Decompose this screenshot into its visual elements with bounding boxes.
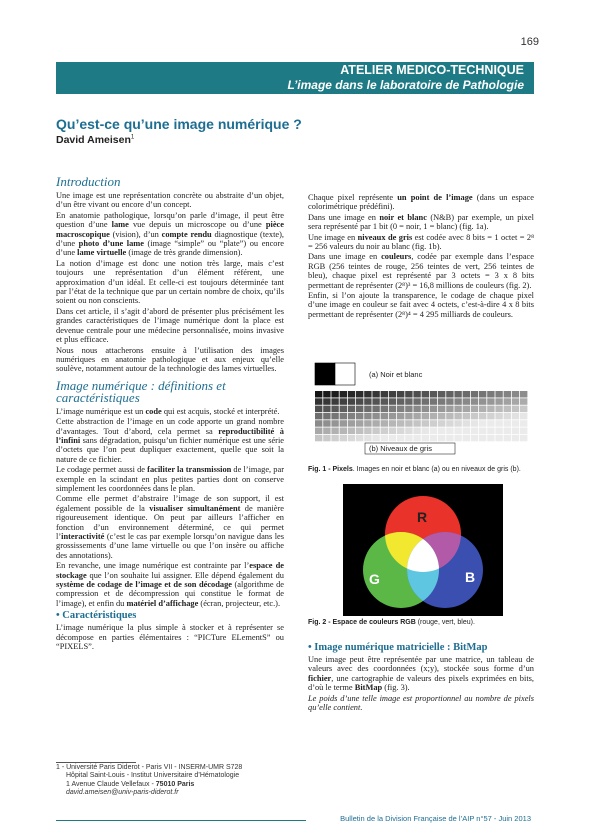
footnote-line: Hôpital Saint-Louis - Institut Universitaire d’Hématologie — [66, 772, 240, 780]
gray-pixel — [340, 398, 347, 405]
paragraph: Le codage permet aussi de faciliter la transmission de l’image, par exemple en la scindant en plus petites parties dont on conserve simplement les coordonnées dans le plan. — [56, 465, 284, 493]
gray-pixel — [495, 413, 502, 420]
page-number: 169 — [520, 36, 539, 48]
gray-pixel — [397, 406, 404, 413]
gray-pixel — [413, 413, 420, 420]
gray-pixel — [348, 391, 355, 398]
gray-pixel — [446, 435, 453, 442]
gray-pixel — [323, 413, 330, 420]
gray-pixel — [504, 420, 511, 427]
footnote-rule — [56, 762, 136, 763]
gray-pixel — [471, 398, 478, 405]
gray-pixel — [323, 398, 330, 405]
gray-pixel — [323, 435, 330, 442]
gray-pixel — [356, 413, 363, 420]
gray-pixel — [512, 406, 519, 413]
gray-pixel — [446, 420, 453, 427]
definitions-heading: Image numérique : définitions et caractéristiques — [56, 377, 226, 405]
gray-pixel — [454, 428, 461, 435]
gray-pixel — [381, 413, 388, 420]
paragraph: En revanche, une image numérique est contrainte par l’espace de stockage que l’on souhaite lui assigner. Elle dépend également du système de codage de l’image et de son décodage (algorithme de compression et de décompression qui constitue le format de l’image), et enfin du matériel d’affichage (écran, projecteur, etc.). — [56, 561, 284, 608]
figure-1-caption: Fig. 1 - Pixels. Images en noir et blanc (a) ou en niveaux de gris (b). — [308, 466, 521, 473]
gray-pixel — [471, 391, 478, 398]
label-b: B — [465, 569, 476, 585]
gray-pixel — [446, 413, 453, 420]
gray-pixel — [430, 413, 437, 420]
gray-pixel — [520, 428, 527, 435]
gray-pixel — [356, 428, 363, 435]
gray-pixel — [397, 413, 404, 420]
paragraph: Une image en niveaux de gris est codée avec 8 bits = 1 octet = 2⁸ = 256 valeurs du noir au blanc (fig. 1b). — [308, 232, 534, 252]
gray-pixel — [463, 435, 470, 442]
gray-pixel — [372, 428, 379, 435]
section-header-title: ATELIER MEDICO-TECHNIQUE — [340, 63, 524, 77]
gray-pixel — [479, 398, 486, 405]
gray-pixel — [471, 435, 478, 442]
gray-pixel — [487, 428, 494, 435]
gray-pixel — [356, 398, 363, 405]
paragraph: Dans une image en couleurs, codée par exemple dans l’espace RGB (256 teintes de rouge, 256 teintes de vert, 256 teintes de bleu), chaque pixel est représenté par 3 octets = 3 x 8 bits permettant de représenter (2⁸)³ = 16,8 millions de couleurs (fig. 2). — [308, 252, 534, 290]
gray-pixel — [405, 413, 412, 420]
gray-pixel — [504, 428, 511, 435]
gray-pixel — [372, 435, 379, 442]
gray-pixel — [381, 391, 388, 398]
bw-pixels — [315, 363, 355, 385]
gray-pixel — [413, 428, 420, 435]
right-column — [308, 193, 534, 320]
gray-pixel — [372, 391, 379, 398]
gray-pixel — [389, 435, 396, 442]
gray-pixel — [422, 420, 429, 427]
footer-rule — [56, 820, 306, 821]
gray-pixel — [487, 406, 494, 413]
gray-pixel — [446, 398, 453, 405]
gray-pixel — [405, 398, 412, 405]
gray-pixel — [372, 420, 379, 427]
gray-pixel — [356, 406, 363, 413]
gray-pixel — [512, 398, 519, 405]
gray-pixel — [364, 391, 371, 398]
gray-pixel — [315, 406, 322, 413]
gray-pixel — [487, 420, 494, 427]
grayscale-label-box — [365, 443, 455, 454]
gray-pixel — [331, 435, 338, 442]
gray-pixel — [438, 428, 445, 435]
gray-pixel — [372, 413, 379, 420]
paragraph: Enfin, si l’on ajoute la transparence, le codage de chaque pixel d’une image en couleur se fait avec 4 octets, c’est-à-dire 4 x 8 bits permettant de représenter (2⁸)⁴ = 4 295 milliards de couleurs. — [308, 291, 534, 319]
paragraph: Le poids d’une telle image est proportionnel au nombre de pixels qu’elle contient. — [308, 693, 534, 713]
gray-pixel — [479, 406, 486, 413]
gray-pixel — [331, 413, 338, 420]
gray-pixel — [438, 420, 445, 427]
gray-pixel — [463, 398, 470, 405]
gray-pixel — [422, 413, 429, 420]
footnote-line: 1 - Université Paris Diderot - Paris VII - INSERM-UMR S728 — [56, 764, 243, 771]
gray-pixel — [463, 428, 470, 435]
gray-pixel — [397, 420, 404, 427]
gray-pixel — [479, 391, 486, 398]
gray-pixel — [331, 398, 338, 405]
gray-pixel — [512, 428, 519, 435]
gray-pixel — [397, 391, 404, 398]
gray-pixel — [348, 413, 355, 420]
gray-pixel — [504, 406, 511, 413]
paragraph: L’image numérique la plus simple à stocker et à représenter se décompose en parties élémentaires : “PICTure ELementS” ou “PIXELS”. — [56, 623, 284, 652]
gray-pixel — [315, 428, 322, 435]
gray-pixel — [430, 391, 437, 398]
gray-pixel — [454, 420, 461, 427]
gray-pixel — [413, 420, 420, 427]
gray-pixel — [430, 435, 437, 442]
gray-pixel — [364, 435, 371, 442]
gray-pixel — [389, 420, 396, 427]
gray-pixel — [422, 391, 429, 398]
author-footnote-mark: 1 — [130, 134, 135, 141]
paragraph: En anatomie pathologique, lorsqu’on parle d’image, il peut être question d’une lame vue depuis un microscope ou d’une pièce macroscopique (vision), d’un compte rendu diagnostique (texte), d’une photo d’une lame (image “simple” ou “plate”) ou encore d’une lame virtuelle (image de très grande dimension). — [56, 210, 285, 258]
gray-pixel — [454, 391, 461, 398]
gray-pixel — [364, 413, 371, 420]
fig1-label-b: (b) Niveaux de gris — [369, 444, 432, 453]
paragraph: Nous nous attacherons ensuite à l’utilisation des images numériques en anatomie pathologique et aux enjeux qu’elle soulève, notamment autour de la technologie des lames virtuelles. — [56, 345, 284, 374]
gray-pixel — [389, 428, 396, 435]
paragraph: Cette abstraction de l’image en un code apporte un grand nombre d’avantages. Tout d’abord, cela permet sa reproductibilité à l’infini sans dégradation, puisqu’un fichier numérique est une série d’octets que l’on peut dupliquer exactement, quelle que soit la nature de ce fichier. — [56, 417, 284, 464]
gray-pixel — [504, 413, 511, 420]
gray-pixel — [389, 413, 396, 420]
gray-pixel — [315, 420, 322, 427]
gray-pixel — [348, 406, 355, 413]
paragraph: La notion d’image est donc une notion très large, mais c’est toujours une représentation d’un élément référent, une approximation d’un idéal. Et celle-ci est toujours déterminée tant par l’état de la technique que par un certain nombre de choix, qu’ils soient ou non conscients. — [56, 258, 284, 306]
gray-pixel — [463, 391, 470, 398]
gray-pixel — [446, 406, 453, 413]
gray-pixel — [471, 428, 478, 435]
gray-pixel — [315, 391, 322, 398]
grayscale-pixels — [315, 391, 527, 441]
gray-pixel — [340, 428, 347, 435]
gray-pixel — [389, 391, 396, 398]
gray-pixel — [348, 435, 355, 442]
gray-pixel — [397, 435, 404, 442]
gray-pixel — [471, 406, 478, 413]
gray-pixel — [463, 406, 470, 413]
gray-pixel — [463, 413, 470, 420]
gray-pixel — [520, 413, 527, 420]
paragraph: Comme elle permet d’abstraire l’image de son support, il est également possible de la visualiser simultanément de manière rigoureusement identique. On peut par ailleurs l’afficher en fonction d’un environnement déterminé, ce qui permet l’interactivité (c’est le cas par exemple lorsqu’on navigue dans les grossissements d’une lame virtuelle ou que l’on insère ou affiche des annotations). — [56, 494, 284, 560]
gray-pixel — [381, 406, 388, 413]
gray-pixel — [495, 398, 502, 405]
left-column — [56, 175, 284, 652]
gray-pixel — [495, 435, 502, 442]
gray-pixel — [331, 391, 338, 398]
gray-pixel — [512, 413, 519, 420]
gray-pixel — [405, 428, 412, 435]
gray-pixel — [504, 398, 511, 405]
gray-pixel — [520, 435, 527, 442]
gray-pixel — [331, 420, 338, 427]
author-name: David Ameisen — [56, 134, 131, 146]
gray-pixel — [479, 428, 486, 435]
gray-pixel — [323, 406, 330, 413]
gray-pixel — [520, 420, 527, 427]
gray-pixel — [454, 398, 461, 405]
gray-pixel — [356, 391, 363, 398]
gray-pixel — [487, 435, 494, 442]
paragraph: L’image numérique est un code qui est acquis, stocké et interprété. — [56, 406, 280, 416]
gray-pixel — [479, 413, 486, 420]
figure-2-caption: Fig. 2 - Espace de couleurs RGB (rouge, vert, bleu). — [308, 619, 475, 626]
gray-pixel — [471, 420, 478, 427]
gray-pixel — [356, 420, 363, 427]
gray-pixel — [487, 391, 494, 398]
gray-pixel — [340, 406, 347, 413]
gray-pixel — [430, 428, 437, 435]
gray-pixel — [495, 391, 502, 398]
gray-pixel — [512, 435, 519, 442]
gray-pixel — [430, 406, 437, 413]
gray-pixel — [405, 391, 412, 398]
gray-pixel — [340, 391, 347, 398]
footnote-line: 1 Avenue Claude Vellefaux - 75010 Paris — [66, 780, 195, 788]
gray-pixel — [438, 435, 445, 442]
footnote-email: david.ameisen@univ-paris-diderot.fr — [66, 789, 179, 797]
gray-pixel — [487, 398, 494, 405]
gray-pixel — [438, 413, 445, 420]
gray-pixel — [454, 406, 461, 413]
article-title: Qu’est-ce qu’une image numérique ? — [56, 116, 302, 132]
gray-pixel — [520, 391, 527, 398]
gray-pixel — [364, 420, 371, 427]
bitmap-section — [308, 642, 534, 713]
gray-pixel — [381, 420, 388, 427]
gray-pixel — [340, 435, 347, 442]
bitmap-heading: • Image numérique matricielle : BitMap — [308, 642, 488, 653]
gray-pixel — [422, 435, 429, 442]
figure-pixels — [313, 357, 531, 455]
gray-pixel — [430, 398, 437, 405]
gray-pixel — [438, 391, 445, 398]
section-header — [56, 62, 534, 94]
gray-pixel — [430, 420, 437, 427]
footnote — [56, 764, 296, 798]
paragraph: Dans une image en noir et blanc (N&B) par exemple, un pixel sera représenté par 1 bit (0 = noir, 1 = blanc) (fig. 1a). — [308, 212, 534, 232]
gray-pixel — [381, 435, 388, 442]
gray-pixel — [340, 420, 347, 427]
gray-pixel — [331, 428, 338, 435]
gray-pixel — [422, 428, 429, 435]
gray-pixel — [356, 435, 363, 442]
gray-pixel — [389, 398, 396, 405]
gray-pixel — [520, 398, 527, 405]
gray-pixel — [413, 391, 420, 398]
gray-pixel — [323, 428, 330, 435]
intro-heading: Introduction — [56, 174, 121, 189]
gray-pixel — [340, 413, 347, 420]
gray-pixel — [397, 398, 404, 405]
gray-pixel — [479, 420, 486, 427]
author — [56, 134, 134, 146]
gray-pixel — [381, 428, 388, 435]
section-header-subtitle: L’image dans le laboratoire de Pathologie — [287, 78, 524, 92]
gray-pixel — [315, 413, 322, 420]
gray-pixel — [479, 435, 486, 442]
gray-pixel — [348, 420, 355, 427]
gray-pixel — [422, 406, 429, 413]
gray-pixel — [405, 406, 412, 413]
gray-pixel — [323, 391, 330, 398]
gray-pixel — [413, 406, 420, 413]
figure-rgb-space — [343, 484, 503, 616]
gray-pixel — [495, 406, 502, 413]
gray-pixel — [364, 428, 371, 435]
gray-pixel — [422, 398, 429, 405]
gray-pixel — [323, 420, 330, 427]
gray-pixel — [454, 435, 461, 442]
characteristics-heading: • Caractéristiques — [56, 610, 137, 622]
gray-pixel — [405, 420, 412, 427]
gray-pixel — [512, 420, 519, 427]
fig1-label-a: (a) Noir et blanc — [369, 370, 423, 379]
gray-pixel — [348, 428, 355, 435]
gray-pixel — [495, 420, 502, 427]
gray-pixel — [520, 406, 527, 413]
gray-pixel — [331, 406, 338, 413]
gray-pixel — [438, 406, 445, 413]
paragraph: Dans cet article, il s’agit d’abord de présenter plus précisément les grandes caractéristiques de l’image numérique dont la place est devenue centrale pour une médecine personnalisée, moins invasive et plus efficace. — [56, 306, 284, 345]
label-r: R — [417, 509, 428, 525]
gray-pixel — [512, 391, 519, 398]
gray-pixel — [413, 435, 420, 442]
paragraph: Une image est une représentation concrète ou abstraite d’un objet, d’un être vivant ou encore d’un concept. — [56, 191, 284, 210]
gray-pixel — [471, 413, 478, 420]
gray-pixel — [405, 435, 412, 442]
gray-pixel — [413, 398, 420, 405]
gray-pixel — [446, 428, 453, 435]
paragraph: Chaque pixel représente un point de l’image (dans un espace colorimétrique prédéfini). — [308, 193, 534, 212]
paragraph: Une image peut être représentée par une matrice, un tableau de valeurs avec des coordonnées (x;y), stockée sous forme d’un fichier, une cartographie de valeurs des pixels exprimées en bits, d’où le terme BitMap (fig. 3). — [308, 655, 534, 693]
gray-pixel — [446, 391, 453, 398]
gray-pixel — [454, 413, 461, 420]
gray-pixel — [381, 398, 388, 405]
journal-footer: Bulletin de la Division Française de l’AIP n°57 - Juin 2013 — [340, 814, 531, 823]
gray-pixel — [364, 406, 371, 413]
gray-pixel — [504, 391, 511, 398]
gray-pixel — [487, 413, 494, 420]
gray-pixel — [397, 428, 404, 435]
gray-pixel — [463, 420, 470, 427]
label-g: G — [369, 571, 380, 587]
gray-pixel — [315, 398, 322, 405]
gray-pixel — [372, 406, 379, 413]
gray-pixel — [364, 398, 371, 405]
gray-pixel — [504, 435, 511, 442]
gray-pixel — [438, 398, 445, 405]
gray-pixel — [315, 435, 322, 442]
gray-pixel — [495, 428, 502, 435]
gray-pixel — [389, 406, 396, 413]
gray-pixel — [372, 398, 379, 405]
gray-pixel — [348, 398, 355, 405]
